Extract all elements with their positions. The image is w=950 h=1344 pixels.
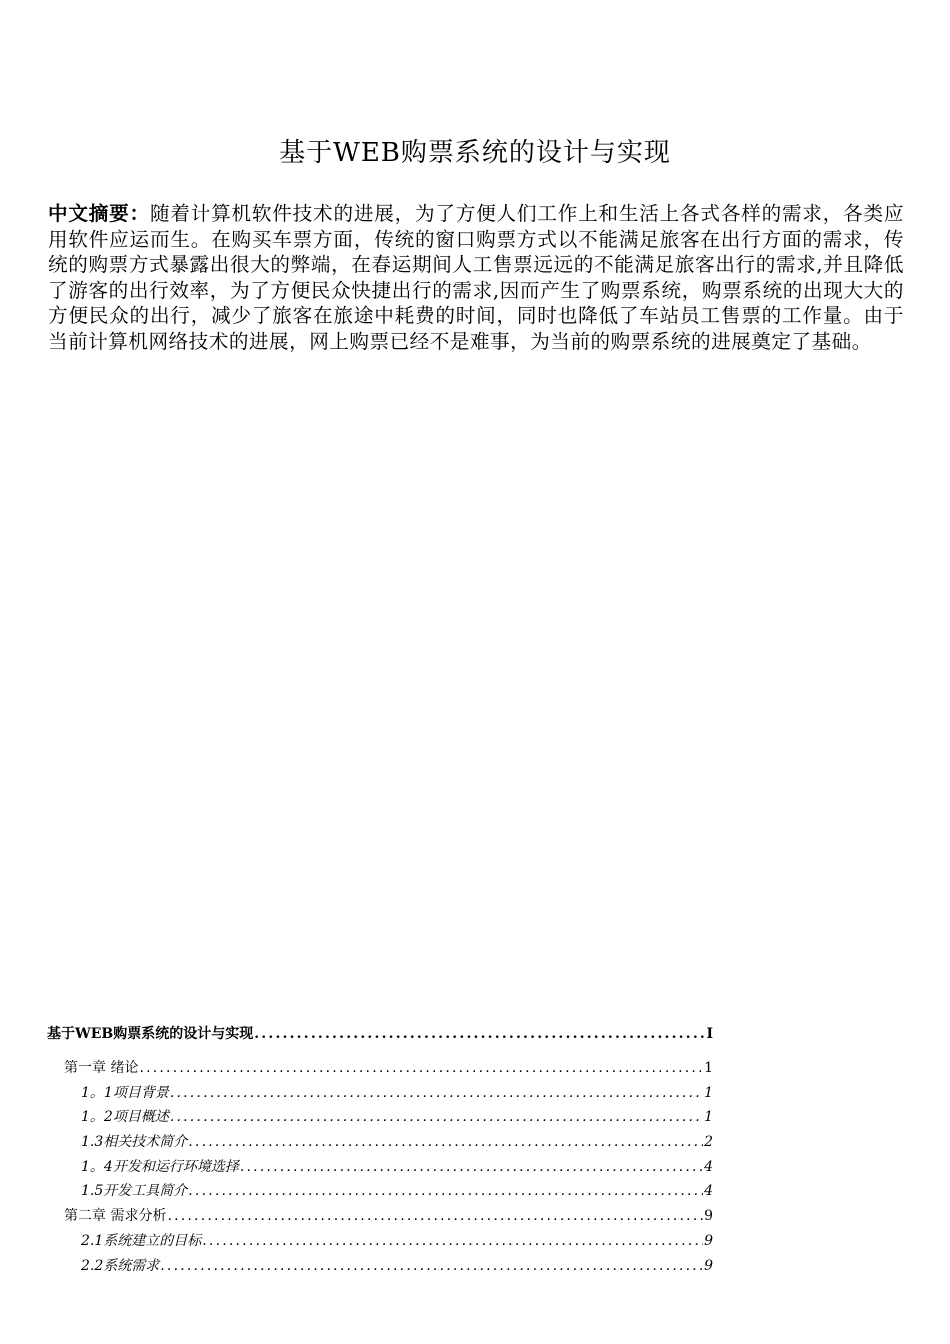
toc-entry-1-2[interactable] <box>47 1106 713 1131</box>
toc-leader-dots <box>160 1258 703 1274</box>
toc-leader-dots <box>188 1183 703 1199</box>
toc-entry-page: 4 <box>704 1183 713 1200</box>
toc-entry-1-4[interactable] <box>47 1156 713 1181</box>
toc-entry-1-5[interactable] <box>47 1180 713 1205</box>
toc-entry-title: 1。4开发和运行环境选择 <box>81 1158 239 1175</box>
toc-leader-dots <box>170 1085 703 1101</box>
toc-entry-chapter-2[interactable] <box>47 1205 713 1230</box>
toc-entry-2-2[interactable] <box>47 1255 713 1280</box>
abstract-paragraph <box>48 201 904 355</box>
toc-leader-dots <box>139 1060 703 1076</box>
toc-entry-title: 1.3相关技术简介 <box>81 1134 188 1151</box>
toc-entry-page: 2 <box>704 1134 713 1151</box>
toc-entry-title: 2.2系统需求 <box>81 1257 160 1274</box>
toc-entry-2-1[interactable] <box>47 1230 713 1255</box>
toc-entry-chapter-1[interactable] <box>47 1057 713 1082</box>
toc-entry-page: 1 <box>704 1109 713 1126</box>
toc-entry-page: 4 <box>704 1158 713 1175</box>
toc-entry-title: 第一章 绪论 <box>64 1060 139 1076</box>
toc-entry-page: 9 <box>704 1208 713 1225</box>
toc-leader-dots <box>170 1109 703 1125</box>
toc-leader-dots <box>202 1233 703 1249</box>
toc-entry-page: I <box>706 1026 713 1042</box>
toc-entry-title: 1.5开发工具简介 <box>81 1183 188 1200</box>
toc-entry-title: 1。2项目概述 <box>81 1109 169 1126</box>
toc-entry-title: 1。1项目背景 <box>81 1084 169 1101</box>
toc-entry-title: 2.1系统建立的目标 <box>81 1232 202 1249</box>
toc-entry-document-title[interactable] <box>47 1023 713 1057</box>
toc-entry-page: 9 <box>704 1257 713 1274</box>
abstract-label: 中文摘要： <box>48 202 150 225</box>
toc-entry-1-3[interactable] <box>47 1131 713 1156</box>
table-of-contents <box>47 1023 713 1279</box>
toc-leader-dots <box>188 1134 703 1150</box>
toc-entry-page: 1 <box>704 1084 713 1101</box>
toc-entry-title: 基于WEB购票系统的设计与实现 <box>47 1026 254 1042</box>
toc-entry-title: 第二章 需求分析 <box>64 1208 167 1225</box>
toc-entry-page: 9 <box>704 1232 713 1249</box>
abstract-text: 随着计算机软件技术的进展，为了方便人们工作上和生活上各式各样的需求，各类应用软件应运而生。在购买车票方面，传统的窗口购票方式以不能满足旅客在出行方面的需求，传统的购票方式暴露出很大的弊端，在春运期间人工售票远远的不能满足旅客出行的需求,并且降低了游客的出行效率，为了方便民众快捷出行的需求,因而产生了购票系统，购票系统的出现大大的方便民众的出行，减少了旅客在旅途中耗费的时间，同时也降低了车站员工售票的工作量。由于当前计算机网络技术的进展，网上购票已经不是难事，为当前的购票系统的进展奠定了基础。 <box>48 202 905 353</box>
toc-leader-dots <box>254 1026 705 1042</box>
document-title: 基于WEB购票系统的设计与实现 <box>279 138 671 168</box>
toc-entry-1-1[interactable] <box>47 1082 713 1107</box>
toc-entry-page: 1 <box>704 1060 713 1076</box>
toc-leader-dots <box>240 1159 703 1175</box>
toc-leader-dots <box>167 1208 703 1224</box>
